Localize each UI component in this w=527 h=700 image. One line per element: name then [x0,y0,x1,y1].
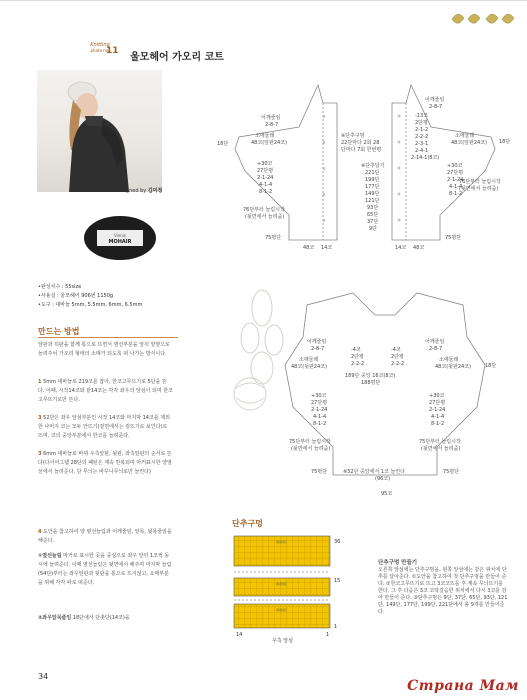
spec-material: •사용실 : 울모헤어 906번 1150g [38,293,114,299]
step-number: 3 [38,415,42,421]
fl-r7: 2-14-1(8코) [411,155,440,161]
fl-r6: 2-4-1 [415,148,429,154]
method-sub-2 [38,614,173,623]
fr-sleeve-val: 48코(앞판24코) [251,140,287,146]
fr-inc-seq-1: 2-1-24 [257,175,274,181]
bk-neck-2b: 2-2-2 [351,361,365,367]
fl-btn-row: 93단 [367,205,379,211]
bk-shoulder-dec-r: 어깨줄임 [425,339,445,345]
fr-inc-seq-3: 8-1-2 [259,189,273,195]
pattern-title: 울모헤어 가오리 코트 [130,52,224,63]
bk-sleeve-val-l: 48코(뒷판24코) [291,364,327,370]
fl-shoulder-seq: 2-8-7 [429,104,443,110]
fl-btn-row: 121단 [365,198,380,204]
watermark: Страна Мам [407,678,519,694]
bk-sleeve-label-l: 소매둘레 [299,357,319,363]
row-label-1: 1 [334,624,338,630]
bk-bottom-95: 95코 [381,491,393,497]
fr-rows-18: 18단 [217,141,229,147]
fl-inc-seq-2: 4-1-4 [449,184,463,190]
fl-bottom-14: 14코 [395,245,407,251]
stitch-count: 14 [236,632,243,638]
bk-inc-rows: 27단평 [311,400,328,406]
stitch-one: 1 [326,632,330,638]
bk-neck-2c: 2단평 [391,354,404,360]
bk-sleeve-label: 소매둘레 [439,357,459,363]
bk-inc-plus-r: +30코 [429,393,445,399]
fr-btn-title: ※단추구멍 [341,133,365,139]
bk-center2: (96코) [375,476,391,482]
bk-rows-75: 75평단 [311,469,328,475]
method-rule [38,337,178,338]
fl-r4: 2-2-2 [415,134,429,140]
fl-neck-13: -13코 [415,113,428,119]
fl-bottom-48: 48코 [413,245,425,251]
buttonhole-legend [378,560,508,616]
designer-credit [115,188,162,194]
method-step-4 [38,528,173,546]
buttonhole-chart [232,534,372,644]
fl-r5: 2-3-1 [415,141,429,147]
svg-text:◎◎◎: ◎◎◎ [276,581,287,586]
step-number: 3 [38,451,42,457]
bk-neck-4a: -4코 [351,347,361,353]
bk-inc-start-r: 75단부터 늘림시작 [419,439,461,445]
fr-sleeve-label: 소매둘레 [255,133,275,139]
chart-caption: 우측 앞섬 [272,638,293,644]
bk-inc-seq-3: 8-1-2 [313,421,327,427]
fr-bottom-14: 14코 [321,245,333,251]
photo-label: photo no. [90,48,110,53]
bk-inc-note-r: (뒷면에서 늘려줌) [421,446,461,452]
designer-label: Designed by [115,188,147,194]
fl-rows-75: 75평단 [445,235,462,241]
step-text: 52단은 좌우 앞섬부분인 시작 14코와 마지막 14코를 제외한 나머지 코는 모두 안뜨기(겉면에서는 겉뜨기로 보인다)로 뜨며, 코의 중앙부분에서 한코를 늘려준다. [38,415,170,439]
spec-tools: •도구 : 대바늘 5mm, 5.5mm, 6mm, 6.5mm [38,302,143,308]
fl-btn-row: 177단 [365,184,380,190]
bk-neck-4b: -4코 [391,347,401,353]
legend-text: 오른쪽 앞섬에는 단추구멍을, 왼쪽 앞섬에는 같은 위치에 단추를 달아준다. ①도안을 참고하여 첫 단추구멍을 만들어 준다. ②한코고무뜨기로 뜨고 3코코뜨를 후 계속 무늬뜨기를 한다. 그 후 다음은 3코 코탁걸음한 위치에서 다시 3코를 감아 만들어 준다. ③단추구멍은 9단, 37단, 65단, 93단, 121단, 149단, 177단, 199단, 221단에서 총 9개를 만들어준다. [378,567,508,615]
step-text: 5mm 대바늘로 219코를 잡아, 한코고무뜨기로 5단을 뜬다. 이때, 시작14코와 끝14코는 각각 좌우의 앞섬이 되며 한코고무뜨기로만 뜬다. [38,379,173,403]
photo-number: 11 [106,46,119,56]
fr-shoulder-seq: 2-8-7 [265,122,279,128]
bk-inc-seq-3-r: 8-1-2 [431,421,445,427]
step-number: 1 [38,379,42,385]
yarn-brand: Vinnis [113,233,127,238]
bk-inc-plus: +30코 [311,393,327,399]
fr-btn-1: 22단마다 2회 28 [341,140,380,146]
method-step-3b [38,450,173,477]
row-label-36: 36 [334,539,341,545]
schematic-diagram [215,75,515,505]
method-step-3a [38,414,173,441]
fl-r3: 2-1-2 [415,127,429,133]
model-photo [37,70,162,192]
method-sub-1 [38,552,173,588]
fl-btn-row: 65단 [367,212,379,218]
fl-inc-seq-1: 2-1-24 [447,177,464,183]
fr-rows-75: 75평단 [265,235,282,241]
bk-shoulder-seq: 2-8-7 [311,346,325,352]
fl-inc-rows: 27단평 [447,170,464,176]
fl-sleeve-label: 소매둘레 [455,133,475,139]
bk-shoulder-seq-r: 2-8-7 [429,346,443,352]
svg-text:◎◎◎: ◎◎◎ [276,539,287,544]
bk-shoulder-dec: 어깨줄임 [307,339,327,345]
butterfly-ornament-icon [448,8,520,30]
bk-inc-rows-r: 27단평 [429,400,446,406]
bk-neck-rows: 189단 중앙 16코(8코) [345,373,396,379]
step-text: 6mm 대바늘로 바꿔 우측앞판, 뒷판, 좌측앞판의 순서로 뜬다(다이어그램 28단의 패턴은 계속 반복되며 마커표시한 양옆선에서 늘려준다. 단 무늬는 바꾸니무늬로만 늘린다) [38,451,172,475]
fl-inc-plus: +30코 [447,163,463,169]
row-label-15: 15 [334,578,341,584]
bk-inc-seq-2-r: 4-1-4 [431,414,445,420]
bk-inc-start: 75단부터 늘림시작 [289,439,331,445]
fl-btn-row: 149단 [365,191,380,197]
fl-inc-start: 76단부터 늘림시작 [459,179,501,185]
bk-inc-seq-1-r: 2-1-24 [429,407,446,413]
fr-inc-plus: +30코 [257,161,273,167]
fl-btn-row: 199단 [365,177,380,183]
bk-neck-rows2: 188평단 [361,380,381,386]
fl-btn-row: 9단 [369,226,378,232]
bk-rows-75-r: 75평단 [443,469,460,475]
method-heading: 만드는 방법 [38,327,80,336]
fl-btn-title: ※단추달기 [361,163,385,169]
sub-title: ②좌우앞목줄임 [38,615,72,621]
bk-neck-2d: 2-2-2 [391,361,405,367]
bk-neck-2a: 2단평 [351,354,364,360]
legend-title: 단추구멍 만들기 [378,560,418,566]
fl-rows-18: 18단 [499,139,511,145]
buttonhole-heading: 단추구멍 [232,519,263,528]
fr-inc-start: 76단부터 늘림시작 [243,207,285,213]
method-step-1 [38,378,173,405]
step-number: 4 [38,529,42,535]
fr-btn-2: 단마다 7회 한번평 [341,147,382,153]
fl-inc-seq-3: 8-1-2 [449,191,463,197]
fl-inc-note: (뒷면에서 늘려줌) [459,186,499,192]
step-text: 도안을 참고하여 양 옆선늘림과 어깨줄임, 앞목, 뒷목줄임을 해준다. [38,529,172,544]
bk-inc-note: (뒷면에서 늘려줌) [291,446,331,452]
fl-shoulder-dec: 어깨줄임 [425,97,445,103]
yarn-name: MOHAIR [108,239,132,245]
bk-inc-seq-2: 4-1-4 [313,414,327,420]
sub-text: 18단에서 단춧단(14코)을 [72,615,130,621]
sub-title: ①옆선늘림 [38,553,62,559]
bk-center: ※52단 중앙에서 1코 늘린다 [343,469,405,475]
fr-bottom-48: 48코 [303,245,315,251]
top-rule [0,0,527,1]
sub-text: 마커로 표시한 곳을 중심으로 좌우 앞뒤 1코씩 동시에 늘려준다. 이때 옆선늘림은 뒷면에서 해주며 마지막 늘림(54단)부터는 좌우앞판과 뒷판을 통으로 뜨지않고, 소매부분을 위해 각각 따로 떠준다. [38,553,172,586]
bk-inc-seq-1: 2-1-24 [311,407,328,413]
fr-inc-note: (뒷면에서 늘려줌) [245,214,285,220]
fl-r2: 2단평 [415,120,428,126]
fr-inc-rows: 27단평 [257,168,274,174]
fl-sleeve-val: 48코(앞판24코) [451,140,487,146]
page-number: 34 [38,672,49,681]
fr-inc-seq-2: 4-1-4 [259,182,273,188]
fl-btn-row: 37단 [367,219,379,225]
designer-name: 김미정 [147,188,163,194]
fr-shoulder-dec: 어깨줄임 [261,115,281,121]
svg-text:◎◎◎: ◎◎◎ [276,607,287,612]
fl-btn-row: 221단 [365,170,380,176]
bk-sleeve-val: 48코(뒷판24코) [435,364,471,370]
spec-size: •완성치수 : 55size [38,284,82,290]
bk-rows-18: 18단 [485,363,497,369]
magazine-name: Knitting [90,42,110,48]
method-intro: 앞판과 뒤판을 함께 통으로 뜨면서 옆선부분을 앞뒤 양옆으로 늘려주어 가오리 형태의 소매가 되도록 떠 나가는 방식이다. [38,342,170,357]
yarn-photo [75,210,165,265]
